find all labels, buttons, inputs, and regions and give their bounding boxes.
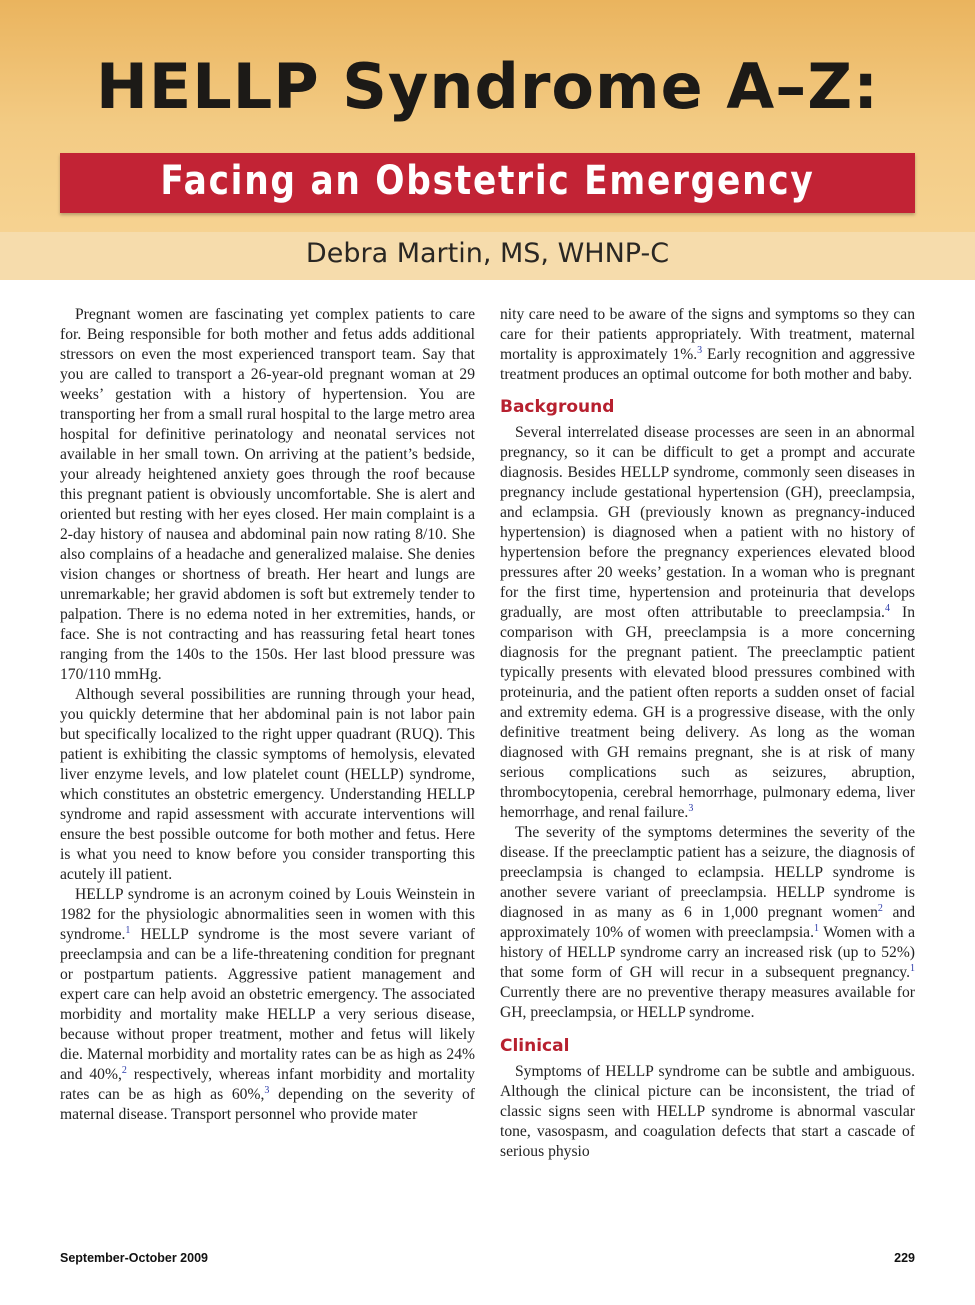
reference-1: 1: [813, 922, 819, 934]
reference-4: 4: [884, 602, 890, 614]
reference-3: 3: [697, 344, 703, 356]
article-title: HELLP Syndrome A–Z:: [95, 50, 879, 123]
assessment-paragraph: Although several possibilities are running through your head, you quickly determine that her abdominal pain is not labor pain but specifically localized to the right upper quadrant (RUQ). This patient is exhibiting the classic symptoms of hemolysis, elevated liver enzyme levels, and low platelet count (HELLP) syndrome, which constitutes an obstetric emergency. Understanding HELLP syndrome and rapid assessment with accurate interventions will ensure the best possible outcome for both mother and fetus. Here is what you need to know before you consider transporting this acutely ill patient.: [60, 686, 475, 883]
article-subtitle: Facing an Obstetric Emergency: [160, 158, 815, 204]
continued-paragraph: nity care need to be aware of the signs and symptoms so they can care for their patients appropriately. With treatment, maternal mortality is approximately 1%.$^3$ Early recognition and aggressive treatment produces an optimal outcome for both mother and baby.: [500, 306, 915, 383]
reference-2: 2: [877, 902, 883, 914]
reference-1: 1: [125, 924, 131, 936]
background-heading: Background: [500, 397, 615, 417]
clinical-paragraph: Symptoms of HELLP syndrome can be subtle and ambiguous. Although the clinical picture can be inconsistent, the triad of classic signs seen with HELLP syndrome is abnormal vascular tone, vasospasm, and coagulation defects that start a cascade of serious physio: [500, 1063, 915, 1160]
clinical-heading: Clinical: [500, 1036, 570, 1056]
intro-paragraph: Pregnant women are fascinating yet complex patients to care for. Being responsible for both mother and fetus adds additional stressors on even the most experienced transport team. Say that you are called to transport a 26-year-old pregnant woman at 29 weeks’ gestation with a history of hypertension. You are transporting her from a small rural hospital to the large metro area hospital for definitive perinatology and neonatal services not available in her small town. On arriving at the patient’s bedside, your already heightened anxiety goes through the roof because this pregnant patient is obviously uncomfortable. She is alert and oriented but resting with her eyes closed. Her main complaint is a 2-day history of nausea and abdominal pain now rating 8/10. She also complains of a headache and generalized malaise. She denies vision changes or shortness of breath. Her heart and lungs are unremarkable; her gravid abdomen is soft but extremely tender to palpation. There is no edema noted in her extremities, hands, or face. She is not contracting and has reassuring fetal heart tones ranging from the 140s to the 150s. Her last blood pressure was 170/110 mmHg.: [60, 306, 475, 683]
background-paragraph-2: The severity of the symptoms determines the severity of the disease. If the preeclamptic patient has a seizure, the diagnosis of preeclampsia is changed to eclampsia. HELLP syndrome is another severe variant of preeclampsia. HELLP syndrome is diagnosed in as many as 6 in 1,000 pregnant women$^2$ and approximately 10% of women with preeclampsia.$^1$ Women with a history of HELLP syndrome carry an increased risk (up to 52%) that some form of GH will recur in a subsequent pregnancy.$^1$ Currently there are no preventive therapy measures available for GH, preeclampsia, or HELLP syndrome.: [500, 824, 915, 1021]
reference-2: 2: [121, 1064, 127, 1076]
issue-date: September-October 2009: [60, 1251, 208, 1265]
right-column: [500, 305, 915, 1162]
subtitle-bar: [60, 153, 915, 213]
author-byline: Debra Martin, MS, WHNP-C: [305, 238, 670, 269]
reference-3: 3: [688, 802, 694, 814]
definition-paragraph: HELLP syndrome is an acronym coined by Louis Weinstein in 1982 for the physiologic abnormalities seen in women with this syndrome.$^1$ HELLP syndrome is the most severe variant of preeclampsia and can be a life-threatening condition for pregnant or postpartum patients. Aggressive patient management and expert care can help avoid an obstetric emergency. The associated morbidity and mortality make HELLP a very serious disease, because without proper treatment, mother and fetus will likely die. Maternal morbidity and mortality rates can be as high as 24% and 40%,$^2$ respectively, whereas infant morbidity and mortality rates can be as high as 60%,$^3$ depending on the severity of maternal disease. Transport personnel who provide mater: [60, 886, 475, 1123]
reference-1: 1: [910, 962, 915, 974]
reference-3: 3: [264, 1084, 270, 1096]
page-number: 229: [894, 1251, 915, 1265]
left-column: [60, 305, 475, 1125]
background-paragraph-1: Several interrelated disease processes are seen in an abnormal pregnancy, so it can be difficult to get a prompt and accurate diagnosis. Besides HELLP syndrome, commonly seen diseases in pregnancy include gestational hypertension (GH), preeclampsia, and eclampsia. GH (previously known as pregnancy-induced hypertension) is diagnosed when a patient with no history of hypertension before the pregnancy experiences elevated blood pressures after 20 weeks’ gestation. In a woman who is pregnant for the first time, hypertension and proteinuria that develops gradually, are most often attributable to preeclampsia.$^4$ In comparison with GH, preeclampsia is a more concerning diagnosis for the pregnant patient. The preeclamptic patient typically presents with elevated blood pressures combined with proteinuria, and the patient often reports a sudden onset of facial and extremity edema. GH is a progressive disease, with the only definitive treatment being delivery. As long as the woman diagnosed with GH remains pregnant, she is at risk of many serious complications such as seizures, abruption, thrombocytopenia, cerebral hemorrhage, pulmonary edema, liver hemorrhage, and renal failure.$^3$: [500, 424, 916, 821]
